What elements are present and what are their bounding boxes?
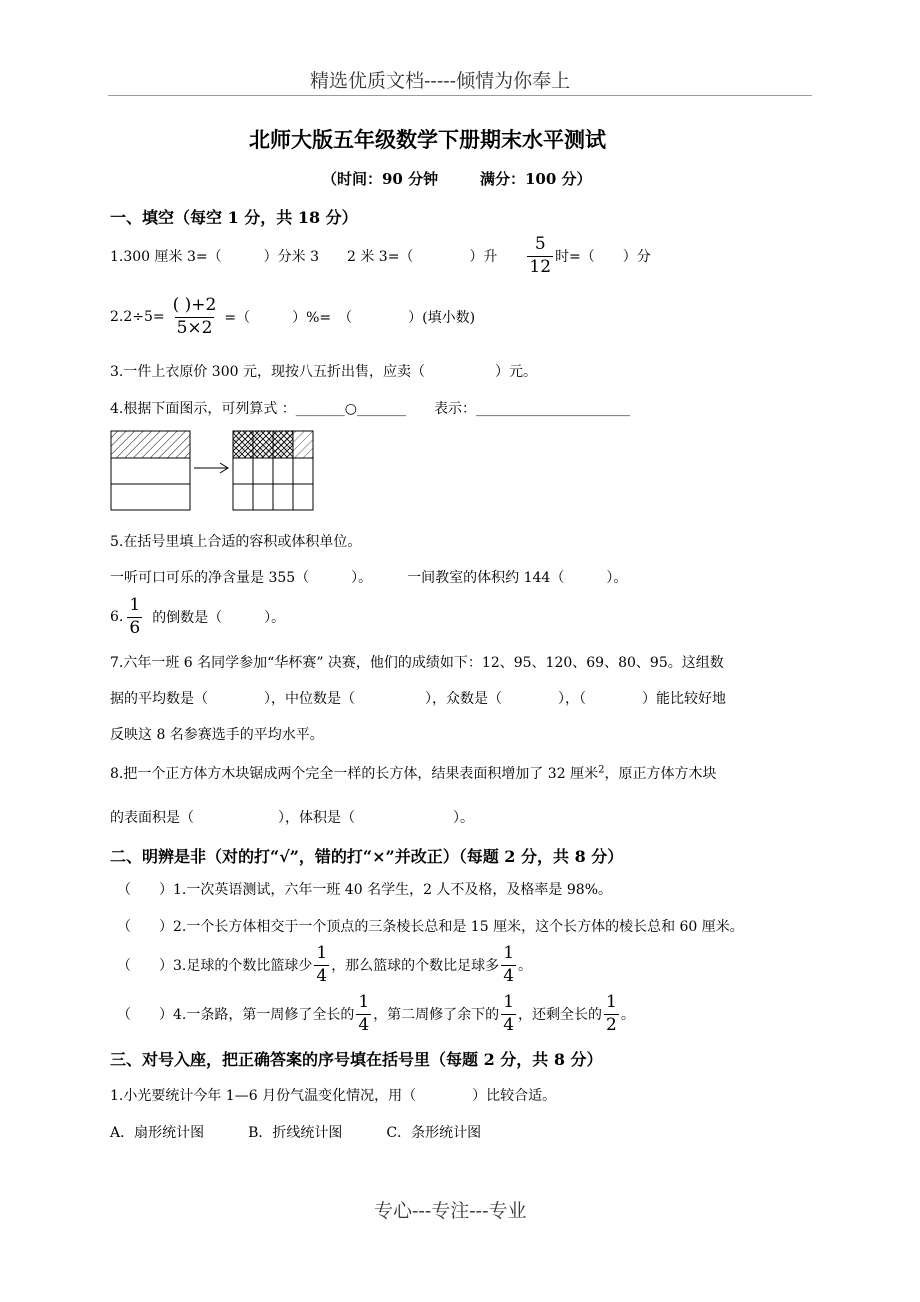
fraction-1-4: $\frac{1}{4}$	[503, 991, 515, 1035]
question-1-5-intro: 5.在括号里填上合适的容积或体积单位。	[110, 534, 362, 550]
fraction-diagram	[110, 430, 320, 512]
question-1-8-line2: 的表面积是（ ），体积是（ ）。	[110, 810, 474, 826]
question-1-4	[110, 398, 630, 418]
right-grid	[233, 431, 313, 510]
page-title: 北师大版五年级数学下册期末水平测试	[249, 127, 606, 152]
full-score: 满分：100 分）	[480, 170, 592, 188]
question-1-8-line1: 8.把一个正方体方木块锯成两个完全一样的长方体，结果表面积增加了 32 厘米$^2$，原正方体方木块	[110, 764, 717, 782]
header-rule	[108, 95, 812, 96]
fraction-1-6: $\frac{1}{6}$	[129, 594, 141, 638]
option-a: A．扇形统计图	[110, 1125, 205, 1141]
fraction-1-4: $\frac{1}{4}$	[358, 991, 370, 1035]
page-footer: 专心---专注---专业	[374, 1200, 527, 1222]
question-1-2	[110, 292, 475, 342]
q6-suffix: 的倒数是（ ）。	[152, 610, 286, 626]
question-1-3: 3.一件上衣原价 300 元，现按八五折出售，应卖（ ）元。	[110, 364, 537, 380]
question-1-6	[110, 596, 285, 638]
question-3-1: 1.小光要统计今年 1—6 月份气温变化情况，用（ ）比较合适。	[110, 1088, 557, 1104]
q4-blank: ______________________	[476, 401, 631, 417]
q4-text: 4.根据下面图示，可列算式 ：_______○_______ 表示：	[110, 401, 477, 417]
page-header: 精选优质文档-----倾情为你奉上	[310, 70, 571, 92]
fraction-1-4: $\frac{1}{4}$	[503, 942, 515, 986]
question-1-5-line: 一听可口可乐的净含量是 355（ ）。 一间教室的体积约 144（ ）。	[110, 570, 628, 586]
q1-part1: 1.300 厘米 3=（ ）分米 3 2 米 3=（ ）升	[110, 249, 498, 265]
q1-part2: 时=（ ）分	[555, 249, 651, 265]
q2-suffix: =（ ）%= （ ）(填小数)	[224, 310, 476, 326]
fraction-1-2: $\frac{1}{2}$	[606, 991, 617, 1035]
section1-heading: 一、填空（每空 1 分，共 18 分）	[110, 208, 358, 227]
section2-heading: 二、明辨是非（对的打“√”，错的打“×”并改正）（每题 2 分，共 8 分）	[110, 847, 624, 866]
option-b: B．折线统计图	[248, 1125, 343, 1141]
question-1-7-line3: 反映这 8 名参赛选手的平均水平。	[110, 727, 324, 743]
question-2-4: （ ）4.一条路，第一周修了全长的 $\frac{1}{4}$ ，第二周修了余下的 $\frac{1}{4}$ ，还剩全长的 $\frac{1}{2}$ 。	[117, 991, 635, 1035]
time-limit: （时间：90 分钟	[322, 170, 439, 188]
option-c: C．条形统计图	[386, 1125, 482, 1141]
arrow-icon	[194, 463, 228, 473]
question-1-1	[110, 235, 651, 277]
fraction-5-12: $\frac{5}{12}$	[529, 233, 552, 277]
fraction-blank-plus-2: $\frac{( )+2}{5\times 2}$	[172, 294, 217, 338]
section3-heading: 三、对号入座，把正确答案的序号填在括号里（每题 2 分，共 8 分）	[110, 1050, 603, 1069]
q2-prefix: 2.2÷5=	[110, 309, 165, 325]
question-2-3: （ ）3.足球的个数比篮球少 $\frac{1}{4}$ ，那么篮球的个数比足球多 $\frac{1}{4}$ 。	[117, 942, 533, 986]
question-2-2: （ ）2.一个长方体相交于一个顶点的三条棱长总和是 15 厘米，这个长方体的棱长总和 60 厘米。	[117, 919, 744, 935]
question-2-1: （ ）1.一次英语测试，六年一班 40 名学生，2 人不及格，及格率是 98%。	[117, 882, 612, 898]
left-rectangle	[111, 431, 190, 510]
q6-prefix: 6.	[110, 609, 124, 625]
question-1-7-line2: 据的平均数是（ ），中位数是（ ），众数是（ ），（ ）能比较好地	[110, 691, 726, 707]
question-3-1-options	[110, 1122, 481, 1142]
fraction-1-4: $\frac{1}{4}$	[316, 942, 328, 986]
question-1-7-line1: 7.六年一班 6 名同学参加“华杯赛” 决赛，他们的成绩如下：12、95、120、69、80、95。这组数	[110, 655, 724, 671]
squared-superscript: 2	[598, 764, 605, 776]
